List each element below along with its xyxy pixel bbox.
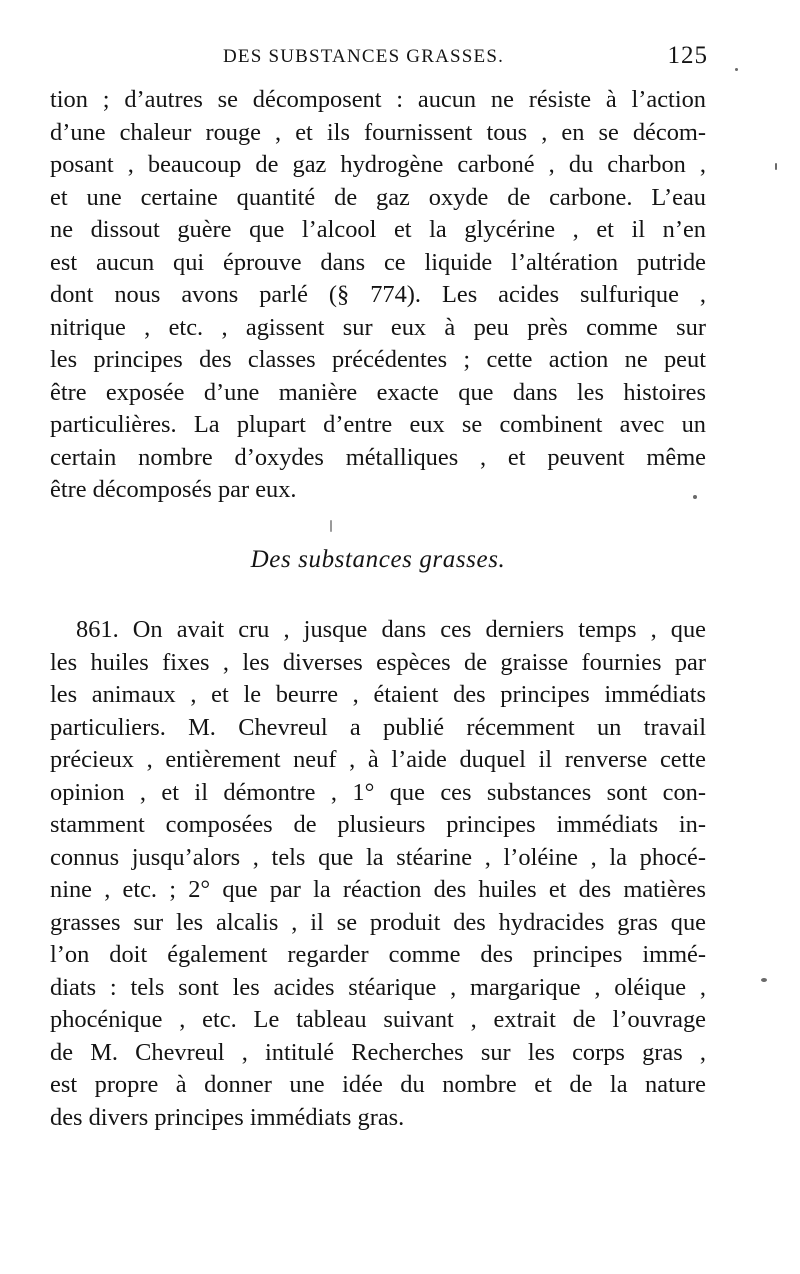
- text-line: diats : tels sont les acides stéarique , margarique , oléique ,: [50, 973, 706, 1001]
- paper-speck: [693, 495, 697, 499]
- paper-speck: [761, 978, 767, 982]
- paragraph-861: [50, 614, 706, 1134]
- text-line: stamment composées de plusieurs principes immédiats in-: [50, 811, 706, 838]
- text-line: nitrique , etc. , agissent sur eux à peu près comme sur: [50, 313, 706, 341]
- text-line: tion ; d’autres se décomposent : aucun ne résiste à l’action: [50, 86, 706, 113]
- text-line: particuliers. M. Chevreul a publié récemment un travail: [50, 713, 706, 741]
- text-line: des divers principes immédiats gras.: [50, 1103, 405, 1131]
- paragraph-continuation: [50, 84, 706, 507]
- text-line: l’on doit également regarder comme des principes immé-: [50, 941, 706, 968]
- text-line: posant , beaucoup de gaz hydrogène carboné , du charbon ,: [50, 151, 706, 178]
- text-line: les principes des classes précédentes ; cette action ne peut: [50, 346, 706, 373]
- text-line: phocénique , etc. Le tableau suivant , extrait de l’ouvrage: [50, 1006, 706, 1033]
- text-line: être décomposés par eux.: [50, 476, 297, 503]
- text-line: nine , etc. ; 2° que par la réaction des huiles et des matières: [50, 876, 706, 903]
- paper-speck: [775, 163, 777, 170]
- page-number: 125: [667, 42, 708, 69]
- text-line: ne dissout guère que l’alcool et la glycérine , et il n’en: [50, 216, 706, 243]
- text-line: opinion , et il démontre , 1° que ces substances sont con-: [50, 778, 706, 806]
- text-line: être exposée d’une manière exacte que dans les histoires: [50, 378, 706, 406]
- text-line: les animaux , et le beurre , étaient des principes immédiats: [50, 681, 706, 708]
- section-heading-text: Des substances grasses.: [250, 546, 506, 573]
- text-line: d’une chaleur rouge , et ils fournissent tous , en se décom-: [50, 118, 706, 146]
- text-line: est aucun qui éprouve dans ce liquide l’altération putride: [50, 248, 706, 276]
- text-line: est propre à donner une idée du nombre et de la nature: [50, 1071, 706, 1098]
- running-title: DES SUBSTANCES GRASSES.: [223, 46, 505, 67]
- paper-speck: [330, 520, 332, 532]
- text-line: dont nous avons parlé (§ 774). Les acides sulfurique ,: [50, 281, 706, 308]
- text-line: connus jusqu’alors , tels que la stéarine , l’oléine , la phocé-: [50, 843, 706, 871]
- text-line: les huiles fixes , les diverses espèces de graisse fournies par: [50, 648, 706, 676]
- text-line: grasses sur les alcalis , il se produit des hydracides gras que: [50, 908, 706, 936]
- text-line: et une certaine quantité de gaz oxyde de carbone. L’eau: [50, 183, 706, 211]
- text-line: certain nombre d’oxydes métalliques , et peuvent même: [50, 443, 706, 471]
- section-heading: [0, 546, 800, 574]
- text-line: particulières. La plupart d’entre eux se combinent avec un: [50, 411, 706, 438]
- text-line: de M. Chevreul , intitulé Recherches sur les corps gras ,: [50, 1038, 706, 1066]
- text-line: 861. On avait cru , jusque dans ces derniers temps , que: [76, 616, 706, 643]
- running-header: [48, 42, 708, 76]
- text-line: précieux , entièrement neuf , à l’aide duquel il renverse cette: [50, 746, 706, 773]
- paper-speck: [735, 68, 738, 71]
